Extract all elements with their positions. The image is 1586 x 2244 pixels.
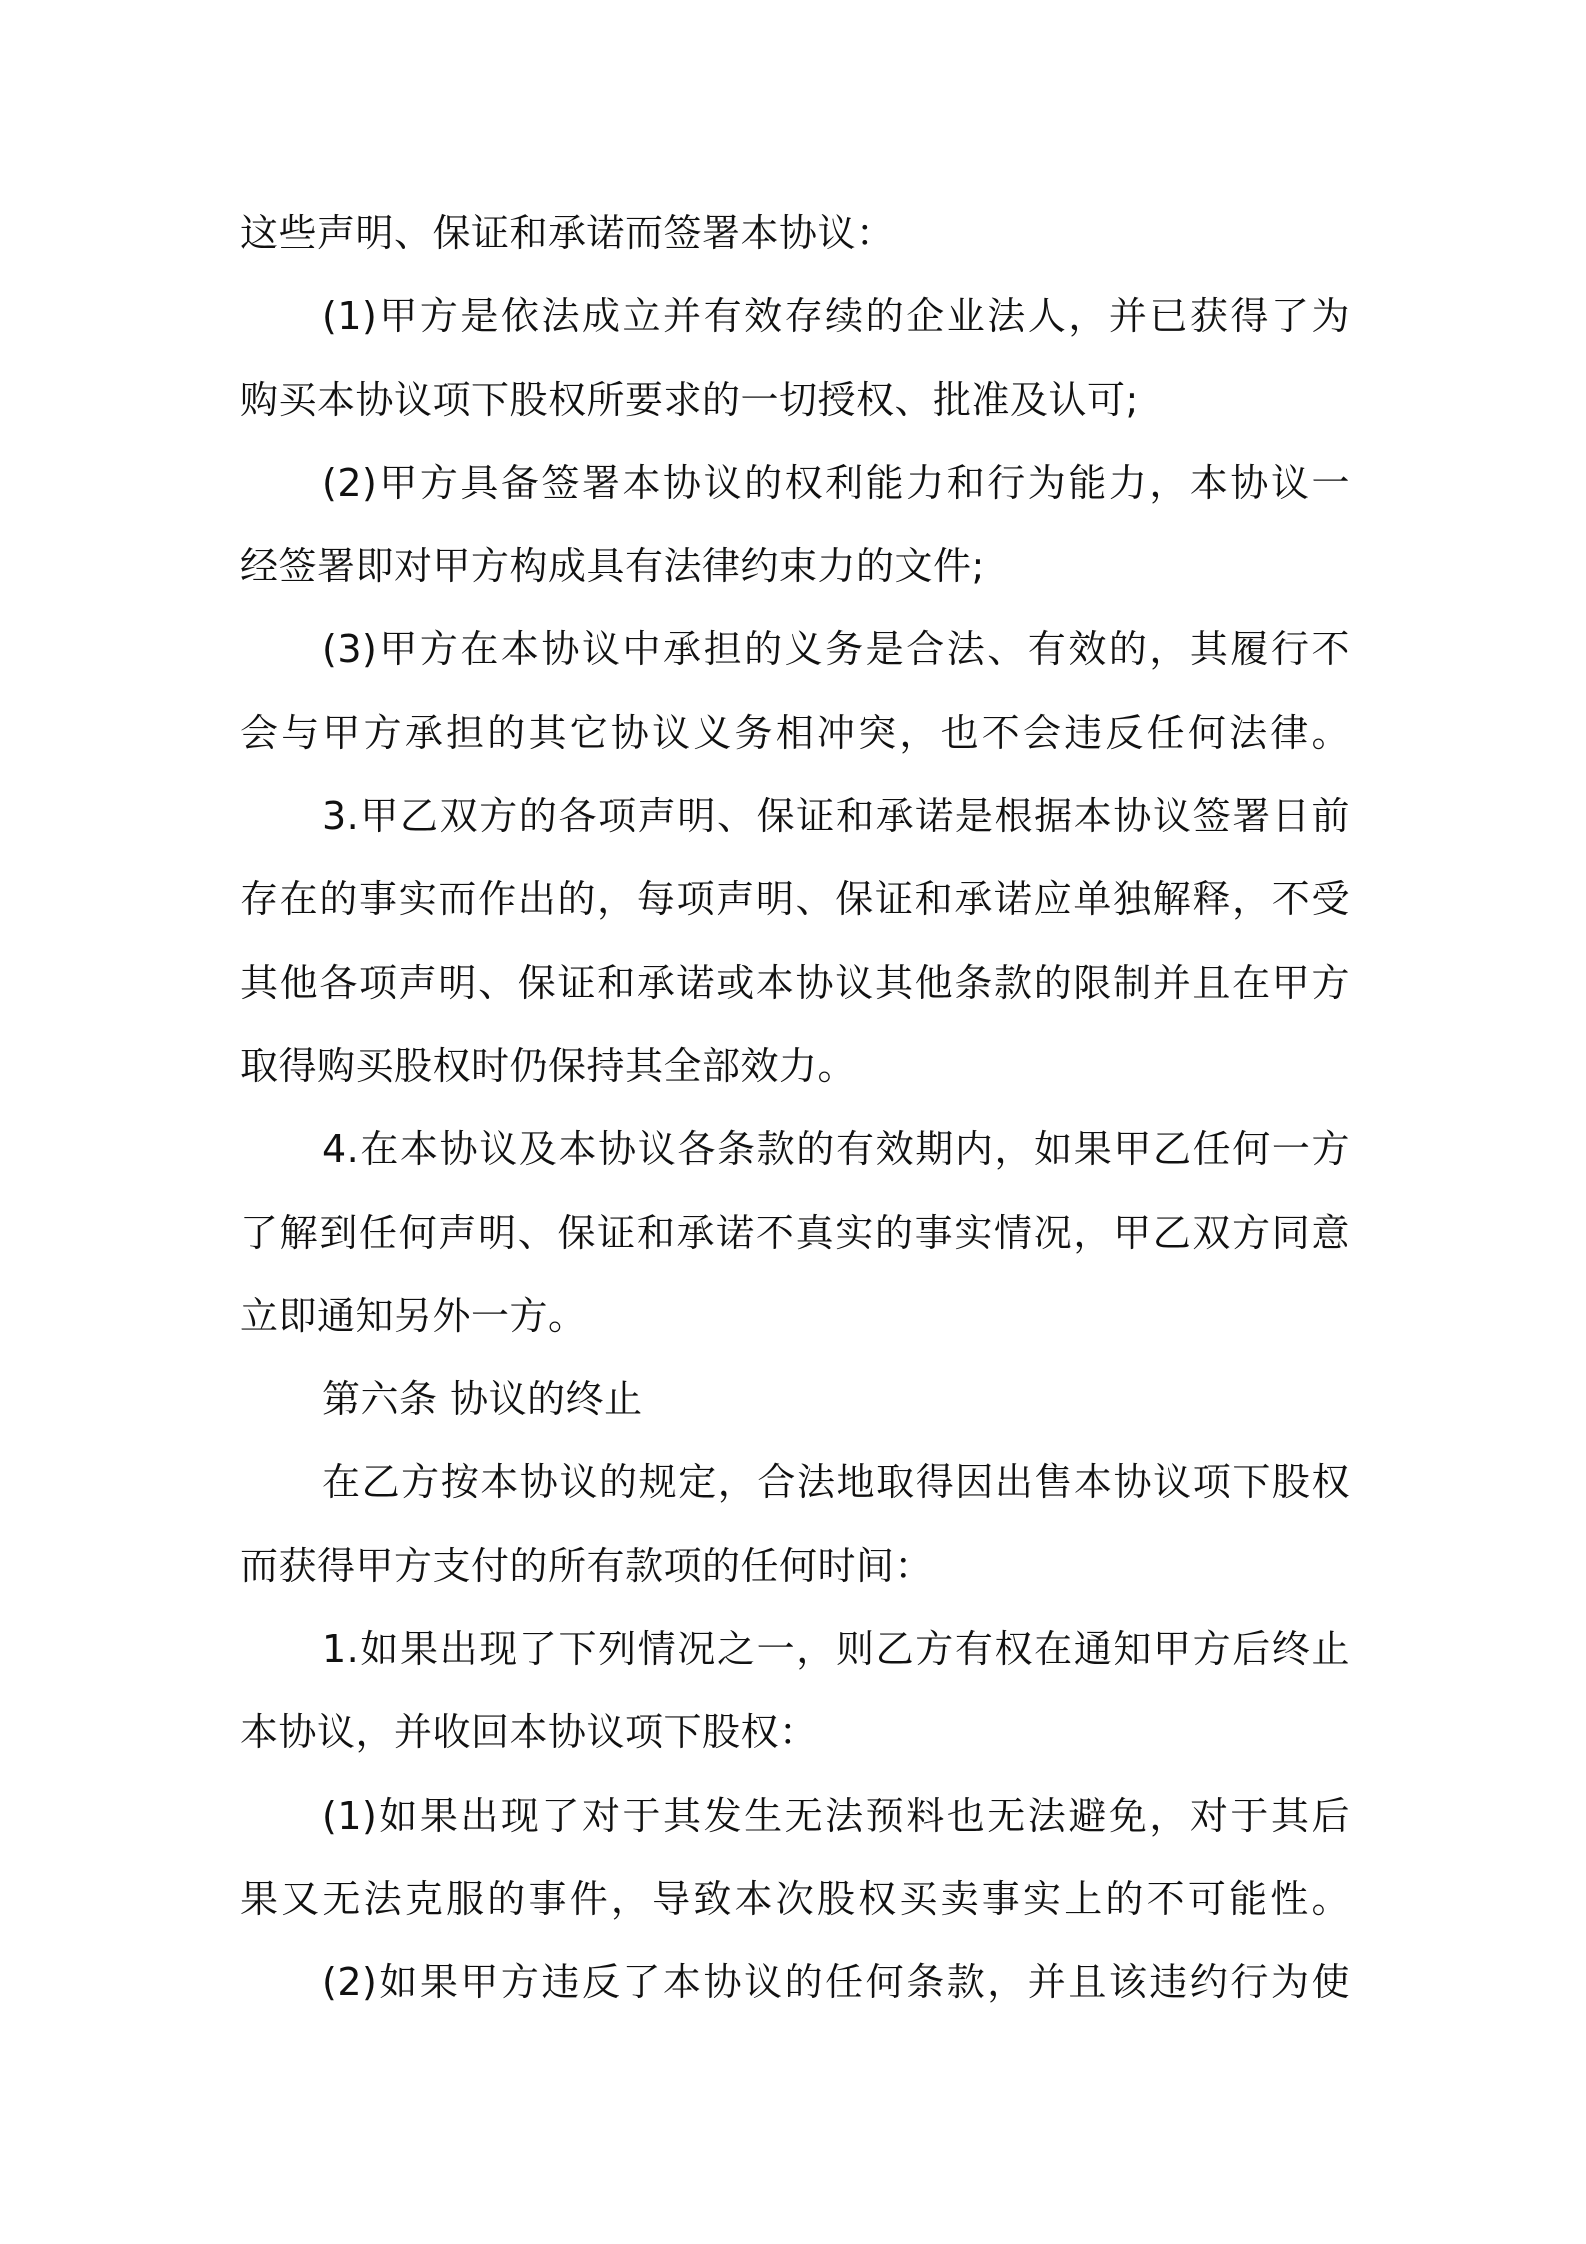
- text-line: 1.如果出现了下列情况之一，则乙方有权在通知甲方后终止: [322, 1627, 1350, 1672]
- text-line: 取得购买股权时仍保持其全部效力。: [240, 1043, 857, 1088]
- text-line: (1)甲方是依法成立并有效存续的企业法人，并已获得了为: [322, 294, 1350, 339]
- document-body: [240, 192, 1350, 2025]
- text-line: 在乙方按本协议的规定，合法地取得因出售本协议项下股权: [322, 1460, 1350, 1505]
- text-line: 存在的事实而作出的，每项声明、保证和承诺应单独解释，不受: [240, 877, 1350, 922]
- text-line: (2)如果甲方违反了本协议的任何条款，并且该违约行为使: [322, 1960, 1350, 2005]
- text-line: 这些声明、保证和承诺而签署本协议：: [240, 211, 895, 255]
- text-line: 3.甲乙双方的各项声明、保证和承诺是根据本协议签署日前: [322, 794, 1350, 839]
- section-heading: 第六条 协议的终止: [322, 1377, 643, 1422]
- text-line: (1)如果出现了对于其发生无法预料也无法避免，对于其后: [322, 1793, 1350, 1838]
- text-line: 而获得甲方支付的所有款项的任何时间：: [240, 1543, 934, 1588]
- text-line: (3)甲方在本协议中承担的义务是合法、有效的，其履行不: [322, 627, 1350, 672]
- text-line: 购买本协议项下股权所要求的一切授权、批准及认可;: [240, 377, 1139, 422]
- text-line: 了解到任何声明、保证和承诺不真实的事实情况，甲乙双方同意: [240, 1210, 1350, 1255]
- text-line: 其他各项声明、保证和承诺或本协议其他条款的限制并且在甲方: [240, 960, 1350, 1005]
- text-line: (2)甲方具备签署本协议的权利能力和行为能力，本协议一: [322, 460, 1350, 505]
- text-line: 会与甲方承担的其它协议义务相冲突，也不会违反任何法律。: [240, 710, 1350, 755]
- text-line: 立即通知另外一方。: [240, 1293, 587, 1338]
- text-line: 果又无法克服的事件，导致本次股权买卖事实上的不可能性。: [240, 1876, 1350, 1921]
- text-line: 本协议，并收回本协议项下股权：: [240, 1710, 818, 1755]
- text-line: 4.在本协议及本协议各条款的有效期内，如果甲乙任何一方: [322, 1127, 1350, 1172]
- text-line: 经签署即对甲方构成具有法律约束力的文件;: [240, 544, 985, 589]
